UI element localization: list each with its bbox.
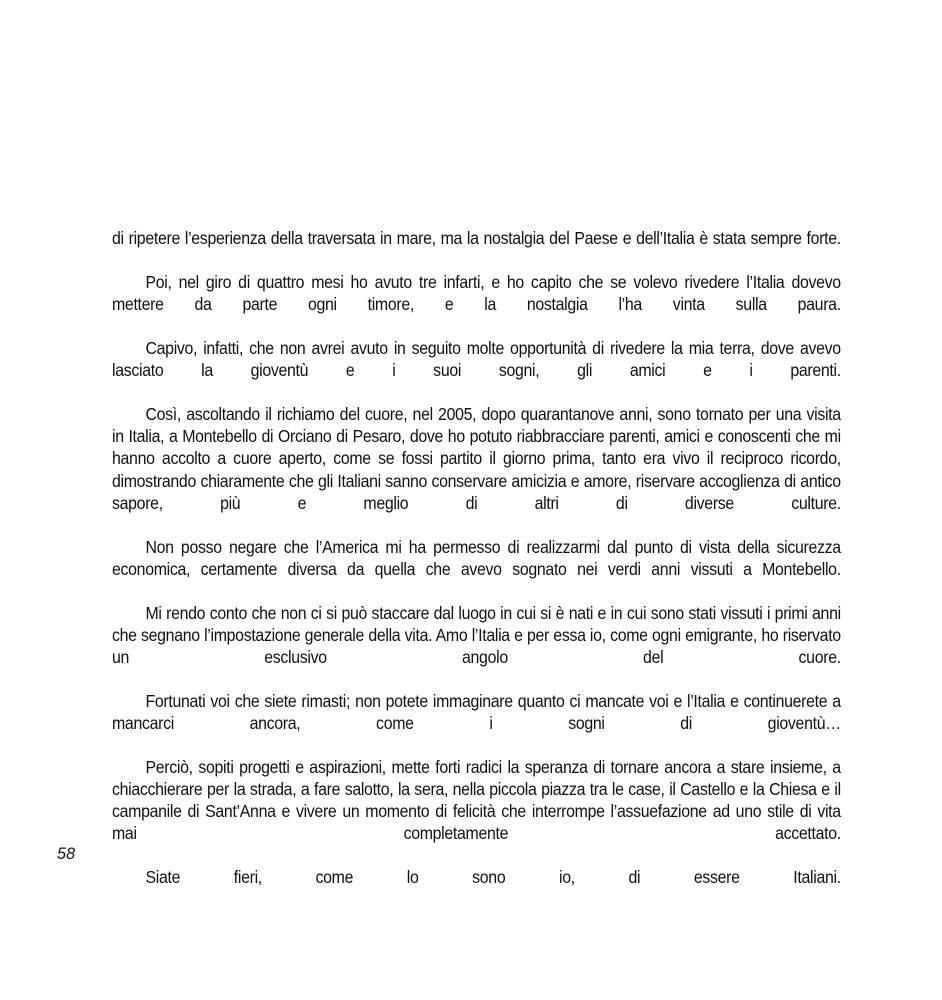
page-text-block: [112, 228, 841, 911]
paragraph: Così, ascoltando il richiamo del cuore, nel 2005, dopo quarantanove anni, sono tornato per una visita in Italia, a Montebello di Orciano di Pesaro, dove ho potuto riabbracciare parenti, amici e conoscenti che mi hanno accolto a cuore aperto, come se fossi partito il giorno prima, tanto era vivo il reciproco ricordo, dimostrando chiaramente che gli Italiani sanno conservare amicizia e amore, riservare accoglienza di antico sapore, più e meglio di altri di diverse culture.: [112, 405, 841, 513]
paragraph: Mi rendo conto che non ci si può staccare dal luogo in cui si è nati e in cui sono stati vissuti i primi anni che segnano l’impostazione generale della vita. Amo l’Italia e per essa io, come ogni emigrante, ho riservato un esclusivo angolo del cuore.: [112, 603, 841, 667]
paragraph: Siate fieri, come lo sono io, di essere Italiani.: [145, 868, 841, 888]
page-number: 58: [57, 844, 76, 863]
paragraph: Poi, nel giro di quattro mesi ho avuto tre infarti, e ho capito che se volevo rivedere l’Italia dovevo mettere da parte ogni timore, e la nostalgia l’ha vinta sulla paura.: [112, 273, 841, 315]
paragraph: Non posso negare che l’America mi ha permesso di realizzarmi dal punto di vista della sicurezza economica, certamente diversa da quella che avevo sognato nei verdi anni vissuti a Montebello.: [112, 537, 841, 579]
paragraph: Fortunati voi che siete rimasti; non potete immaginare quanto ci mancate voi e l’Italia e continuerete a mancarci ancora, come i sogni di gioventù…: [112, 691, 841, 734]
paragraph: Capivo, infatti, che non avrei avuto in seguito molte opportunità di rivedere la mia terra, dove avevo lasciato la gioventù e i suoi sogni, gli amici e i parenti.: [112, 339, 841, 381]
paragraph: di ripetere l’esperienza della traversata in mare, ma la nostalgia del Paese e dell’Italia è stata sempre forte.: [112, 229, 841, 248]
paragraph: Perciò, sopiti progetti e aspirazioni, mette forti radici la speranza di tornare ancora a stare insieme, a chiacchierare per la strada, a fare salotto, la sera, nella piccola piazza tra le case, il Castello e la Chiesa e il campanile di Sant’Anna e vivere un momento di felicità che interrompe l’assuefazione ad uno stile di vita mai completamente accettato.: [112, 758, 841, 844]
